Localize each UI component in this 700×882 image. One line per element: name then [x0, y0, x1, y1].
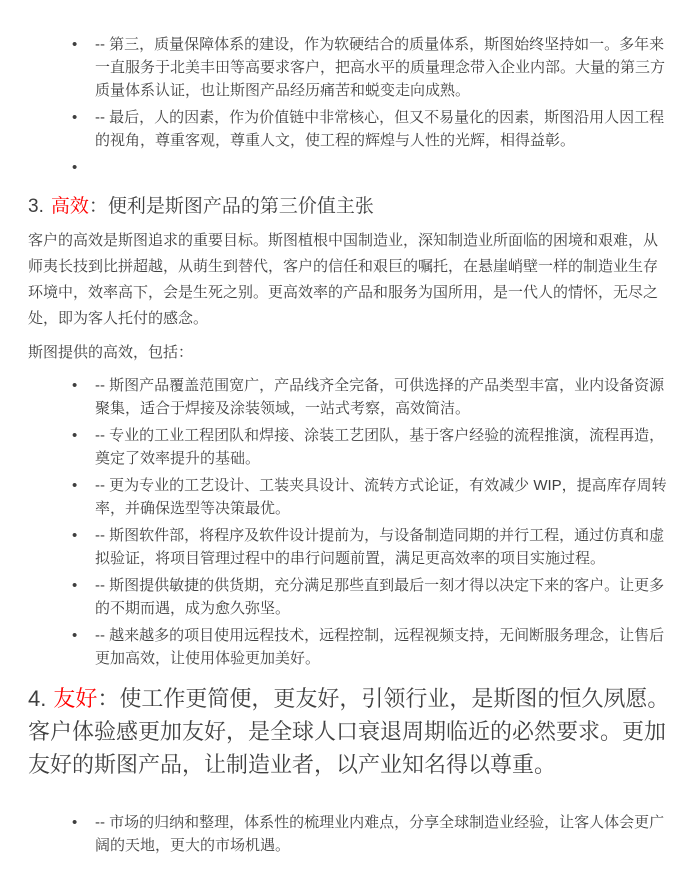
bullet-item: • -- 专业的工业工程团队和焊接、涂装工艺团队，基于客户经验的流程推演，流程再造，奠定了效率提升的基础。 [95, 424, 672, 470]
bullet-item: • -- 更为专业的工艺设计、工装夹具设计、流转方式论证，有效减少 WIP，提高库存周转率，并确保选型等决策最优。 [95, 474, 672, 520]
bullet-item: • -- 斯图软件部，将程序及软件设计提前为，与设备制造同期的并行工程，通过仿真和虚拟验证，将项目管理过程中的串行问题前置，满足更高效率的项目实施过程。 [95, 524, 672, 570]
bullet-item: • -- 市场的归纳和整理，体系性的梳理业内难点，分享全球制造业经验，让客人体会更广阔的天地，更大的市场机遇。 [95, 811, 672, 857]
bullet-item-empty [95, 156, 672, 179]
intro-bullet-list [28, 33, 672, 179]
bullet-item: • -- 斯图产品覆盖范围宽广，产品线齐全完备，可供选择的产品类型丰富，业内设备资源聚集，适合于焊接及涂装领域，一站式考察，高效简洁。 [95, 374, 672, 420]
section-3-list-intro: 斯图提供的高效，包括： [28, 344, 194, 361]
section-3-heading [28, 193, 672, 220]
bullet-item: • -- 斯图提供敏捷的供货期，充分满足那些直到最后一刻才得以决定下来的客户。让更多的不期而遇，成为愈久弥坚。 [95, 574, 672, 620]
section-4-heading [28, 682, 672, 781]
section-3-keyword: 高效 [50, 196, 89, 217]
section-3-number: 3. [28, 196, 44, 217]
section-4-number: 4. [28, 686, 47, 711]
section-4-keyword: 友好 [53, 686, 98, 711]
bullet-item: • -- 越来越多的项目使用远程技术，远程控制，远程视频支持，无间断服务理念，让售后更加高效，让使用体验更加美好。 [95, 624, 672, 670]
bullet-item: • -- 第三，质量保障体系的建设，作为软硬结合的质量体系，斯图始终坚持如一。多年来一直服务于北美丰田等高要求客户，把高水平的质量理念带入企业内部。大量的第三方质量体系认证，也让斯图产品经历痛苦和蜕变走向成熟。 [95, 33, 672, 102]
section-3-title-text: ：便利是斯图产品的第三价值主张 [88, 196, 374, 217]
bullet-item: • -- 最后，人的因素，作为价值链中非常核心，但又不易量化的因素，斯图沿用人因工程的视角，尊重客观，尊重人文，使工程的辉煌与人性的光辉，相得益彰。 [95, 106, 672, 152]
efficiency-bullet-list [28, 374, 672, 670]
section-4-title-text: ：使工作更简便，更友好，引领行业，是斯图的恒久夙愿。客户体验感更加友好，是全球人口衰退周期临近的必然要求。更加友好的斯图产品，让制造业者，以产业知名得以尊重。 [28, 686, 670, 777]
section-3-paragraph: 客户的高效是斯图追求的重要目标。斯图植根中国制造业，深知制造业所面临的困境和艰难，从师夷长技到比拼超越，从萌生到替代，客户的信任和艰巨的嘱托，在悬崖峭壁一样的制造业生存环境中，效率高下，会是生死之别。更高效率的产品和服务为国所用，是一代人的情怀，无尽之处，即为客人托付的感念。 [28, 232, 659, 327]
friendly-bullet-list [28, 811, 672, 857]
